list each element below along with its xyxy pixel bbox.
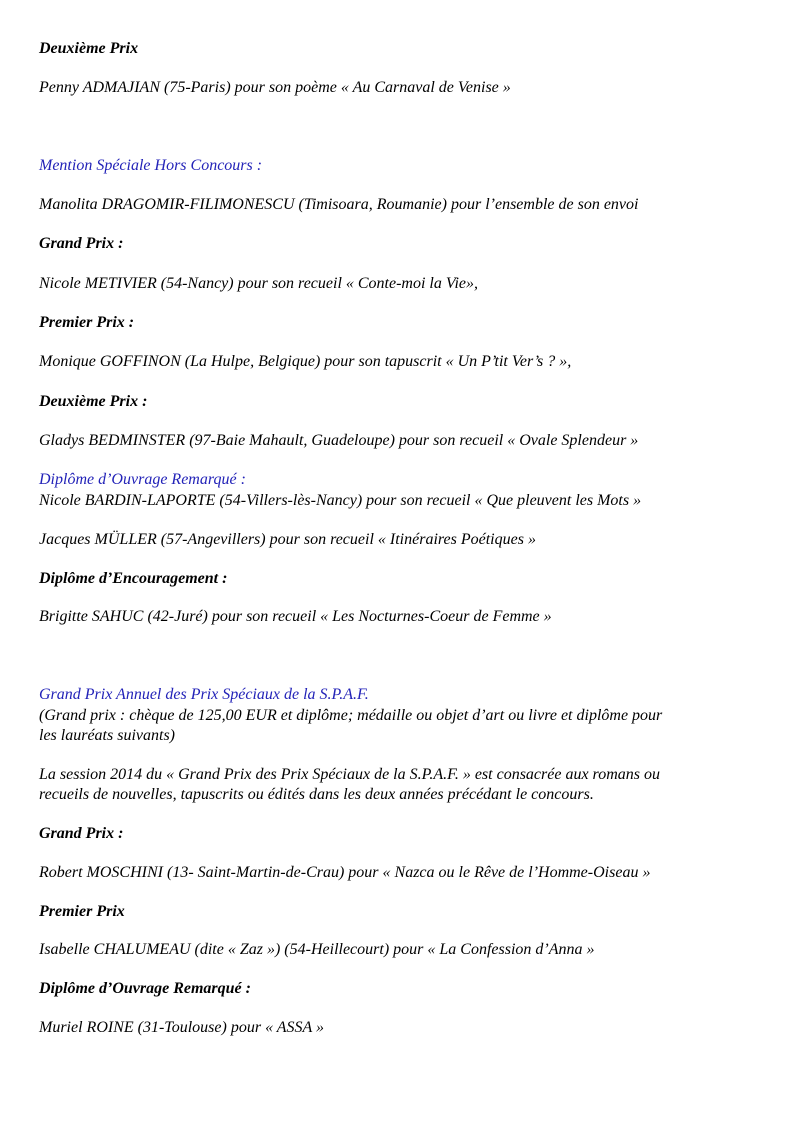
heading-deuxieme-prix: Deuxième Prix xyxy=(39,40,139,57)
entry-grand-prix-3: Robert MOSCHINI (13- Saint-Martin-de-Crau) pour « Nazca ou le Rêve de l’Homme-Oiseau » xyxy=(39,864,651,881)
entry-premier-prix: Monique GOFFINON (La Hulpe, Belgique) pour son tapuscrit « Un P’tit Ver’s ? », xyxy=(39,353,572,370)
heading-grand-prix: Grand Prix : xyxy=(39,235,124,252)
session-text-line: recueils de nouvelles, tapuscrits ou édités dans les deux années précédant le concours. xyxy=(39,786,594,803)
heading-premier-prix-3: Premier Prix xyxy=(39,903,125,920)
entry-diplome-remarque-1: Nicole BARDIN-LAPORTE (54-Villers-lès-Nancy) pour son recueil « Que pleuvent les Mots » xyxy=(39,492,642,509)
section-title-grand-prix-annuel: Grand Prix Annuel des Prix Spéciaux de la S.P.A.F. xyxy=(39,686,369,703)
entry-diplome-remarque-3: Muriel ROINE (31-Toulouse) pour « ASSA » xyxy=(39,1019,325,1036)
prizes-note-line: (Grand prix : chèque de 125,00 EUR et diplôme; médaille ou objet d’art ou livre et diplôme pour xyxy=(39,707,663,724)
entry-deuxieme-prix-2: Gladys BEDMINSTER (97-Baie Mahault, Guadeloupe) pour son recueil « Ovale Splendeur » xyxy=(39,432,639,449)
heading-premier-prix: Premier Prix : xyxy=(39,314,135,331)
session-text-line: La session 2014 du « Grand Prix des Prix Spéciaux de la S.P.A.F. » est consacrée aux romans ou xyxy=(39,766,660,783)
heading-grand-prix-3: Grand Prix : xyxy=(39,825,124,842)
entry-diplome-encouragement: Brigitte SAHUC (42-Juré) pour son recueil « Les Nocturnes-Coeur de Femme » xyxy=(39,608,552,625)
entry-diplome-remarque-2: Jacques MÜLLER (57-Angevillers) pour son recueil « Itinéraires Poétiques » xyxy=(39,531,536,548)
section-title-diplome-remarque: Diplôme d’Ouvrage Remarqué : xyxy=(39,471,246,488)
section-title-mention-speciale: Mention Spéciale Hors Concours : xyxy=(39,157,263,174)
prizes-note xyxy=(39,706,759,746)
prizes-note-line: les lauréats suivants) xyxy=(39,727,175,744)
session-text xyxy=(39,765,759,805)
entry-grand-prix: Nicole METIVIER (54-Nancy) pour son recueil « Conte-moi la Vie», xyxy=(39,275,479,292)
entry-deuxieme-prix: Penny ADMAJIAN (75-Paris) pour son poème « Au Carnaval de Venise » xyxy=(39,79,511,96)
entry-premier-prix-3: Isabelle CHALUMEAU (dite « Zaz ») (54-Heillecourt) pour « La Confession d’Anna » xyxy=(39,941,595,958)
heading-diplome-encouragement: Diplôme d’Encouragement : xyxy=(39,570,228,587)
heading-diplome-remarque-3: Diplôme d’Ouvrage Remarqué : xyxy=(39,980,251,997)
heading-deuxieme-prix-2: Deuxième Prix : xyxy=(39,393,148,410)
entry-mention-speciale: Manolita DRAGOMIR-FILIMONESCU (Timisoara, Roumanie) pour l’ensemble de son envoi xyxy=(39,196,639,213)
